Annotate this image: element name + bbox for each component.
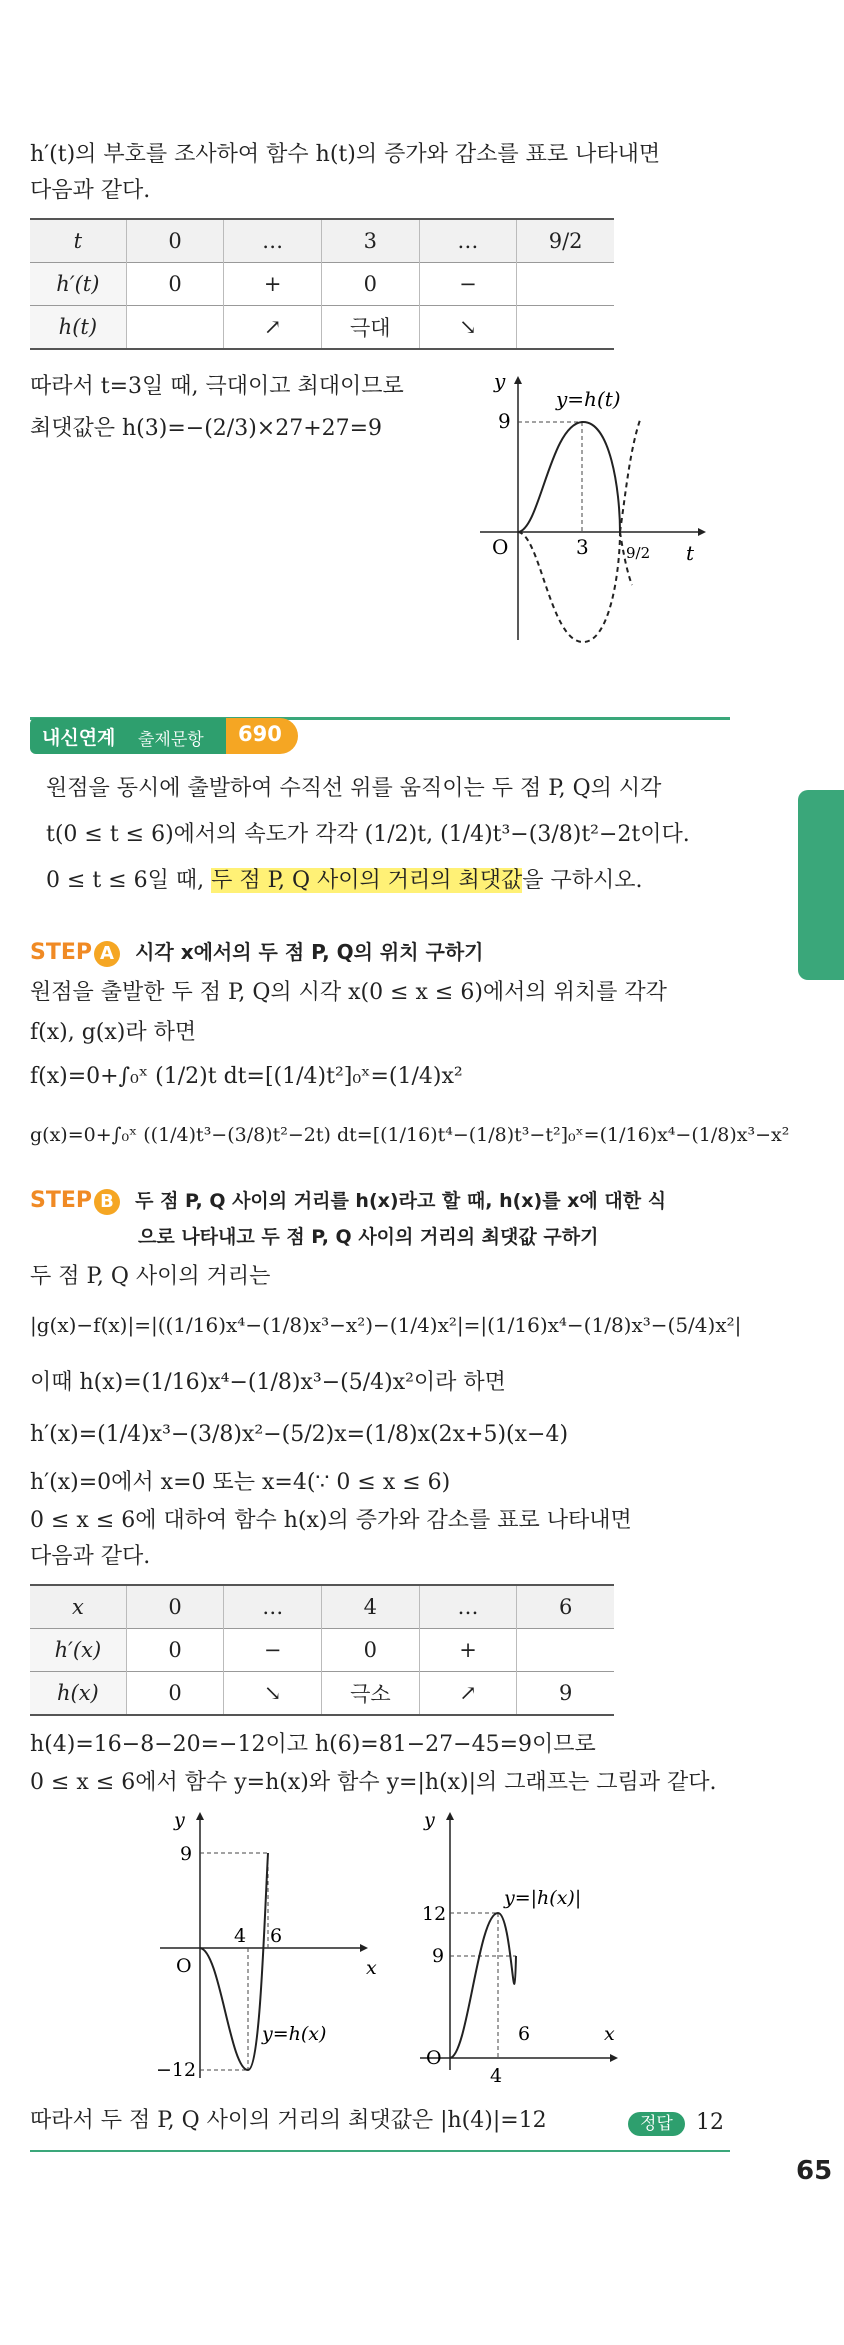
graph-abs-h-of-x [400, 1808, 660, 2088]
problem-tag: 내신연계 [42, 727, 116, 749]
step-b-line-3: 이때 h(x)=(1/16)x⁴−(1/8)x³−(5/4)x²이라 하면 [30, 1370, 506, 1395]
problem-number: 690 [238, 722, 282, 746]
step-b-line-5: h′(x)=0에서 x=0 또는 x=4(∵ 0 ≤ x ≤ 6) [30, 1470, 451, 1495]
origin-label: O [492, 535, 509, 559]
t92-label: 9/2 [626, 544, 651, 562]
value-m12-label: −12 [156, 2059, 197, 2081]
table-cell: 0 [321, 263, 419, 306]
step-b-label: STEP [30, 1188, 93, 1213]
step-b-line-1: 두 점 P, Q 사이의 거리는 [30, 1264, 271, 1289]
table-cell: … [419, 1585, 517, 1629]
step-b-line-7: 다음과 같다. [30, 1544, 151, 1569]
origin-label: O [176, 1955, 192, 1977]
after-table-2-line-2: 0 ≤ x ≤ 6에서 함수 y=h(x)와 함수 y=|h(x)|의 그래프는 그림과 같다. [30, 1770, 717, 1795]
graph-h-of-x [140, 1808, 380, 2088]
x4-label: 4 [234, 1925, 247, 1947]
table-row [30, 1672, 614, 1716]
table-cell: 9/2 [517, 219, 614, 263]
after-table-2-line-1: h(4)=16−8−20=−12이고 h(6)=81−27−45=9이므로 [30, 1732, 596, 1757]
table-cell: ↘ [224, 1672, 322, 1716]
problem-line-3 [46, 866, 643, 896]
problem-line-3-post: 을 구하시오. [522, 868, 643, 893]
x6-label: 6 [270, 1925, 283, 1947]
problem-line-2: t(0 ≤ t ≤ 6)에서의 속도가 각각 (1/2)t, (1/4)t³−(3/8)t²−2t이다. [46, 822, 690, 847]
table-cell: h′(t) [30, 263, 126, 306]
table-cell [517, 306, 614, 350]
step-b-title-2: 으로 나타내고 두 점 P, Q 사이의 거리의 최댓값 구하기 [138, 1226, 599, 1248]
table-cell [517, 263, 614, 306]
origin-label: O [426, 2047, 442, 2069]
table-cell: 0 [126, 1629, 224, 1672]
step-a-line-2: f(x), g(x)라 하면 [30, 1020, 197, 1045]
value-9-label: 9 [180, 1843, 193, 1865]
table-cell: 3 [321, 219, 419, 263]
graph-h-of-t [470, 370, 710, 650]
table-cell: ↗ [224, 306, 322, 350]
intro-line-1: h′(t)의 부호를 조사하여 함수 h(t)의 증가와 감소를 표로 나타내면 [30, 142, 661, 167]
x-label: x [604, 2023, 615, 2045]
answer-value: 12 [695, 2110, 724, 2135]
problem-tag-box [30, 718, 226, 754]
table-row [30, 263, 614, 306]
table-cell: 극소 [322, 1672, 420, 1716]
problem-highlight: 두 점 P, Q 사이의 거리의 최댓값 [211, 868, 523, 893]
step-b-title-1: 두 점 P, Q 사이의 거리를 h(x)라고 할 때, h(x)를 x에 대한 식 [135, 1190, 667, 1212]
step-a-line-4: g(x)=0+∫₀ˣ ((1/4)t³−(3/8)t²−2t) dt=[(1/16)t⁴−(1/8)t³−t²]₀ˣ=(1/16)x⁴−(1/8)x³−x² [30, 1124, 790, 1146]
table-cell: 0 [322, 1629, 420, 1672]
table-cell: − [224, 1629, 322, 1672]
h-curve-extension-up [620, 420, 640, 532]
increase-decrease-table-1 [30, 218, 614, 350]
problem-line-3-pre: 0 ≤ t ≤ 6일 때, [46, 868, 212, 893]
step-b-line-2: |g(x)−f(x)|=|((1/16)x⁴−(1/8)x³−x²)−(1/4)x²|=|(1/16)x⁴−(1/8)x³−(5/4)x²| [30, 1313, 742, 1337]
step-a-line-3: f(x)=0+∫₀ˣ (1/2)t dt=[(1/4)t²]₀ˣ=(1/4)x² [30, 1064, 463, 1089]
table-cell: … [419, 219, 517, 263]
step-b-letter: B [94, 1189, 120, 1215]
page-number: 65 [796, 2156, 833, 2186]
table-cell: 6 [517, 1585, 614, 1629]
table-row [30, 1585, 614, 1629]
table-cell: x [30, 1585, 126, 1629]
table-cell: 0 [126, 263, 224, 306]
answer-badge: 정답 [628, 2112, 685, 2136]
table-cell: + [224, 263, 322, 306]
answer-box [628, 2108, 724, 2138]
table-cell: ↘ [419, 306, 517, 350]
y-label: y [174, 1809, 185, 1831]
table-row [30, 1629, 614, 1672]
value-12-label: 12 [422, 1903, 447, 1925]
table-cell: − [419, 263, 517, 306]
table-cell: 4 [322, 1585, 420, 1629]
table-cell: 9 [517, 1672, 614, 1716]
problem-tag-sub: 출제문항 [138, 730, 204, 750]
x4-label: 4 [490, 2065, 503, 2087]
t3-label: 3 [576, 535, 589, 559]
chapter-side-tab [798, 790, 844, 980]
h-curve [518, 422, 620, 532]
table-cell: + [419, 1629, 517, 1672]
bottom-divider [30, 2150, 730, 2152]
value-9-label: 9 [432, 1945, 445, 1967]
y-label: y [424, 1809, 435, 1831]
table-row [30, 219, 614, 263]
table-cell: 0 [126, 219, 224, 263]
step-a-heading [30, 936, 484, 967]
step-a-line-1: 원점을 출발한 두 점 P, Q의 시각 x(0 ≤ x ≤ 6)에서의 위치를 각각 [30, 980, 667, 1005]
table-cell: ↗ [419, 1672, 517, 1716]
table-cell: 0 [126, 1585, 224, 1629]
y-axis-arrow-icon [196, 1812, 204, 1820]
curve-label: y=|h(x)| [504, 1887, 582, 1909]
step-a-title: 시각 x에서의 두 점 P, Q의 위치 구하기 [135, 940, 484, 964]
table-row [30, 306, 614, 350]
curve-label: y=h(t) [556, 387, 621, 411]
y-axis-arrow-icon [446, 1812, 454, 1820]
x6-label: 6 [518, 2023, 531, 2045]
step-b-line-6: 0 ≤ x ≤ 6에 대하여 함수 h(x)의 증가와 감소를 표로 나타내면 [30, 1508, 632, 1533]
x-label: x [366, 1957, 377, 1979]
x-axis-arrow-icon [610, 2054, 618, 2062]
table-cell: 극대 [321, 306, 419, 350]
table-cell: … [224, 1585, 322, 1629]
step-a-letter: A [94, 941, 120, 967]
curve-label: y=h(x) [262, 2023, 327, 2045]
table-cell [126, 306, 224, 350]
table-cell: h(t) [30, 306, 126, 350]
table-cell: t [30, 219, 126, 263]
intro-line-2: 다음과 같다. [30, 178, 151, 203]
h-curve [200, 1853, 268, 2070]
conclusion-1-line-1: 따라서 t=3일 때, 극대이고 최대이므로 [30, 374, 404, 399]
max-value-label: 9 [498, 409, 511, 433]
final-conclusion: 따라서 두 점 P, Q 사이의 거리의 최댓값은 |h(4)|=12 [30, 2108, 547, 2133]
y-label: y [494, 370, 506, 393]
table-cell: h(x) [30, 1672, 126, 1716]
conclusion-1-line-2: 최댓값은 h(3)=−(2/3)×27+27=9 [30, 416, 383, 441]
x-axis-arrow-icon [360, 1944, 368, 1952]
step-a-label: STEP [30, 940, 93, 965]
problem-number-box [226, 718, 298, 754]
t-label: t [686, 541, 695, 565]
t-axis-arrow-icon [698, 528, 706, 536]
problem-line-1: 원점을 동시에 출발하여 수직선 위를 움직이는 두 점 P, Q의 시각 [46, 776, 662, 801]
table-cell: … [224, 219, 322, 263]
increase-decrease-table-2 [30, 1584, 614, 1716]
velocity-difference-curve [518, 532, 620, 642]
y-axis-arrow-icon [514, 376, 522, 384]
table-cell [517, 1629, 614, 1672]
step-b-line-4: h′(x)=(1/4)x³−(3/8)x²−(5/2)x=(1/8)x(2x+5)(x−4) [30, 1422, 569, 1447]
table-cell: h′(x) [30, 1629, 126, 1672]
table-cell: 0 [126, 1672, 224, 1716]
step-b-heading [30, 1186, 666, 1215]
abs-h-curve [450, 1913, 516, 2058]
